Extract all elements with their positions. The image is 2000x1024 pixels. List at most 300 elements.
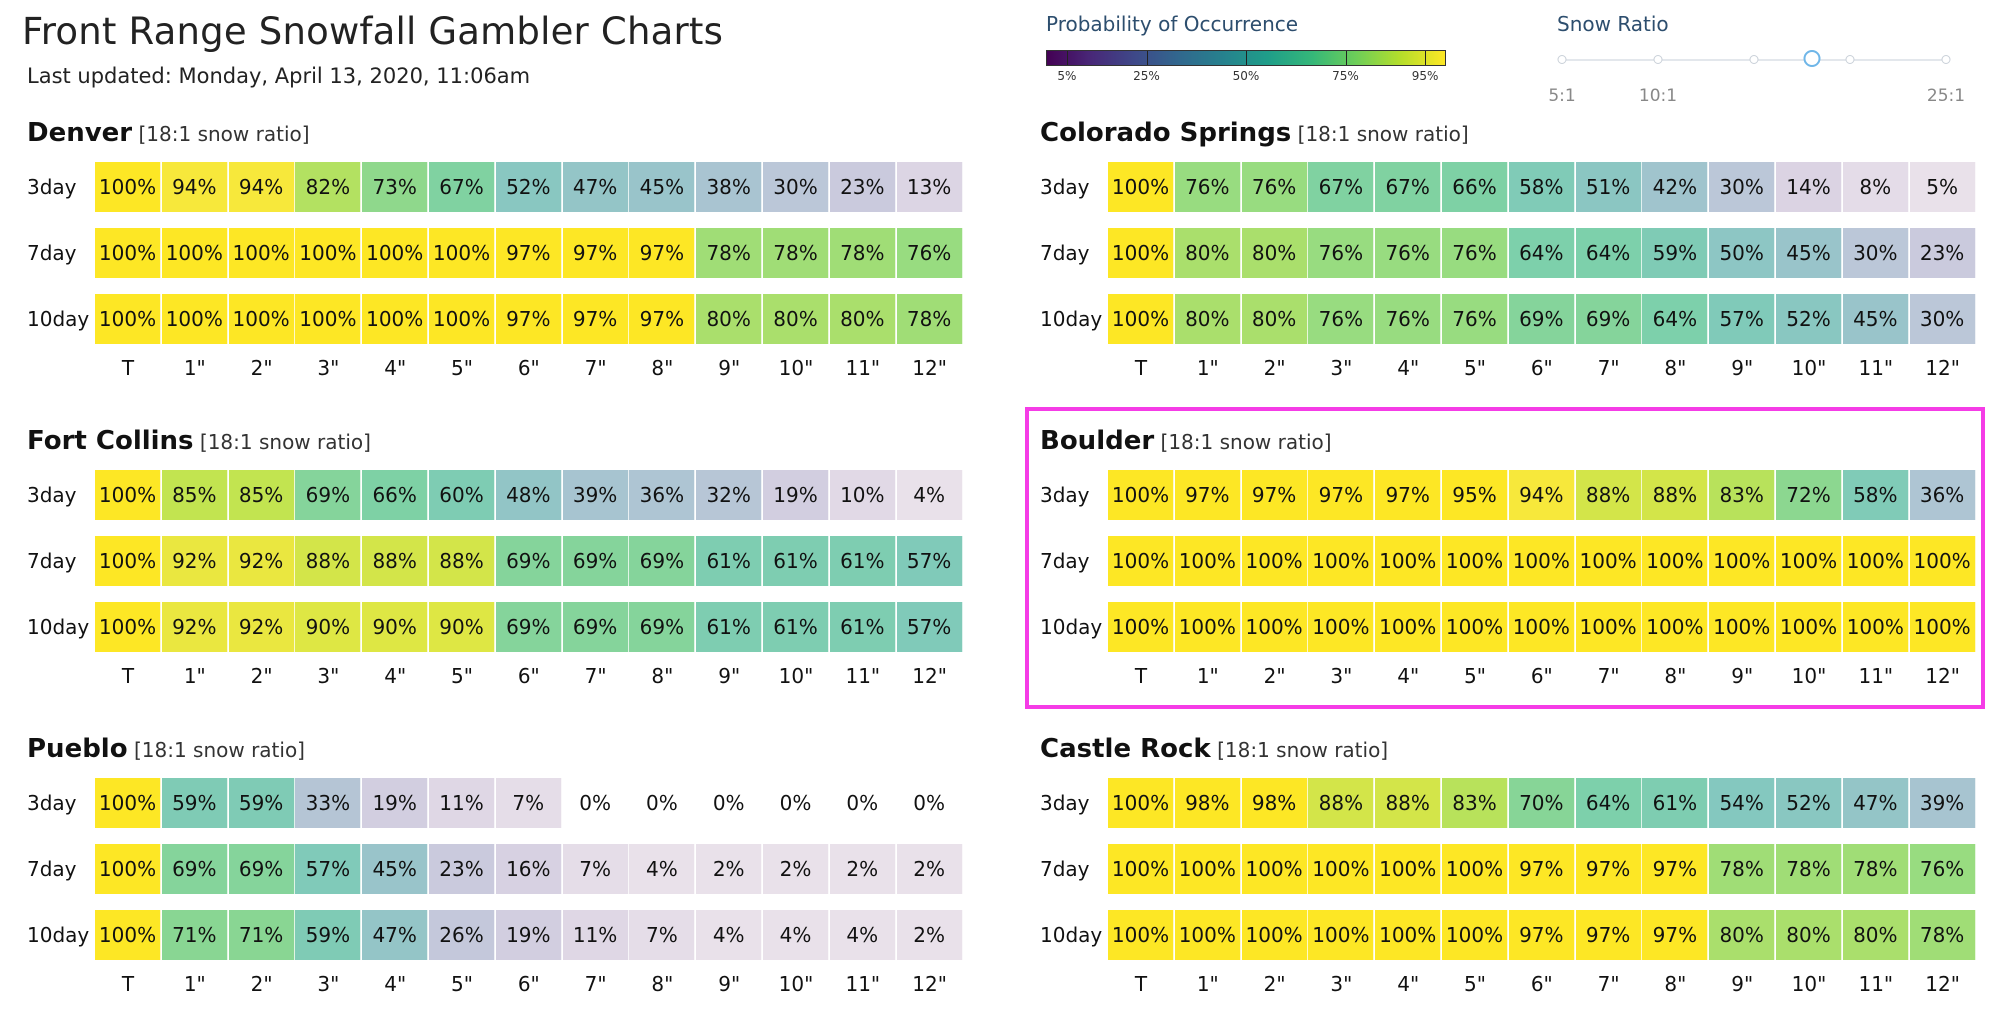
- probability-cell: 100%: [1242, 844, 1308, 894]
- probability-cell: 100%: [95, 602, 161, 652]
- snowfall-amount-label: 11": [845, 664, 881, 688]
- probability-cell: 90%: [362, 602, 428, 652]
- probability-cell: 98%: [1175, 778, 1241, 828]
- probability-cell: 100%: [362, 294, 428, 344]
- snowfall-amount-label: 12": [912, 664, 947, 688]
- probability-cell: 100%: [1108, 536, 1174, 586]
- probability-cell: 100%: [95, 536, 161, 586]
- location-name: Boulder: [1040, 426, 1155, 456]
- probability-cell: 16%: [496, 844, 562, 894]
- snowfall-amount-label: 8": [651, 356, 674, 380]
- probability-cell: 90%: [429, 602, 495, 652]
- probability-cell: 97%: [1308, 470, 1374, 520]
- snowfall-amount-label: T: [121, 356, 135, 380]
- period-label: 10day: [27, 307, 90, 331]
- probability-cell: 90%: [295, 602, 361, 652]
- probability-cell: 72%: [1776, 470, 1842, 520]
- snowfall-amount-label: 11": [845, 356, 881, 380]
- panel-title: [27, 426, 371, 456]
- probability-cell: 100%: [1108, 602, 1174, 652]
- snowfall-amount-label: T: [1134, 356, 1148, 380]
- period-label: 3day: [1040, 175, 1090, 199]
- probability-cell: 100%: [1175, 536, 1241, 586]
- probability-cell: 52%: [1776, 778, 1842, 828]
- probability-cell: 8%: [1843, 162, 1909, 212]
- probability-cell: 57%: [1709, 294, 1775, 344]
- period-label: 3day: [1040, 483, 1090, 507]
- location-name: Castle Rock: [1040, 734, 1211, 764]
- probability-cell: 69%: [162, 844, 228, 894]
- probability-cell: 23%: [1910, 228, 1976, 278]
- probability-cell: 98%: [1242, 778, 1308, 828]
- probability-cell: 61%: [763, 602, 829, 652]
- probability-cell: 100%: [1308, 602, 1374, 652]
- probability-cell: 80%: [696, 294, 762, 344]
- probability-cell: 100%: [1509, 536, 1575, 586]
- probability-cell: 52%: [496, 162, 562, 212]
- probability-cell: 57%: [897, 536, 963, 586]
- location-panel: [22, 118, 952, 408]
- snowfall-amount-label: 11": [1858, 972, 1894, 996]
- probability-cell: 100%: [1308, 844, 1374, 894]
- probability-cell: 66%: [1442, 162, 1508, 212]
- last-updated: Last updated: Monday, April 13, 2020, 11:06am: [27, 64, 531, 88]
- slider-label: 10:1: [1638, 86, 1678, 106]
- probability-cell: 76%: [1375, 294, 1441, 344]
- probability-cell: 70%: [1509, 778, 1575, 828]
- snowfall-amount-label: 10": [778, 356, 814, 380]
- snowfall-amount-label: 1": [183, 972, 206, 996]
- probability-cell: 32%: [696, 470, 762, 520]
- probability-cell: 100%: [1308, 536, 1374, 586]
- probability-cell: 45%: [1776, 228, 1842, 278]
- location-name: Pueblo: [27, 734, 128, 764]
- slider-step[interactable]: [1750, 55, 1759, 64]
- probability-cell: 30%: [763, 162, 829, 212]
- period-label: 3day: [27, 791, 77, 815]
- snowfall-amount-label: 1": [183, 356, 206, 380]
- snowfall-amount-label: 4": [1397, 664, 1420, 688]
- snowfall-amount-label: 8": [651, 972, 674, 996]
- probability-cell: 64%: [1576, 228, 1642, 278]
- probability-cell: 60%: [429, 470, 495, 520]
- probability-cell: 100%: [162, 294, 228, 344]
- probability-cell: 78%: [1709, 844, 1775, 894]
- probability-cell: 67%: [1308, 162, 1374, 212]
- probability-cell: 94%: [229, 162, 295, 212]
- slider-step[interactable]: [1942, 55, 1951, 64]
- snowfall-amount-label: 10": [1791, 972, 1827, 996]
- probability-cell: 7%: [629, 910, 695, 960]
- snowfall-amount-label: 3": [1330, 664, 1353, 688]
- legend-tick-label: 25%: [1133, 69, 1160, 83]
- probability-cell: 69%: [629, 536, 695, 586]
- probability-cell: 59%: [162, 778, 228, 828]
- probability-cell: 38%: [696, 162, 762, 212]
- period-label: 10day: [27, 615, 90, 639]
- probability-cell: 80%: [1175, 294, 1241, 344]
- probability-cell: 100%: [1843, 536, 1909, 586]
- probability-cell: 100%: [1576, 602, 1642, 652]
- snowfall-amount-label: 2": [1263, 664, 1286, 688]
- probability-cell: 76%: [1175, 162, 1241, 212]
- probability-cell: 4%: [629, 844, 695, 894]
- probability-cell: 7%: [496, 778, 562, 828]
- ratio-label: [18:1 snow ratio]: [1210, 738, 1389, 762]
- probability-cell: 0%: [696, 778, 762, 828]
- probability-cell: 100%: [1776, 602, 1842, 652]
- probability-cell: 4%: [830, 910, 896, 960]
- probability-cell: 47%: [563, 162, 629, 212]
- highlight-box: [1025, 407, 1985, 709]
- snowfall-amount-label: 3": [317, 356, 340, 380]
- probability-cell: 100%: [1242, 536, 1308, 586]
- probability-cell: 78%: [763, 228, 829, 278]
- probability-cell: 19%: [496, 910, 562, 960]
- probability-cell: 4%: [763, 910, 829, 960]
- probability-cell: 97%: [563, 228, 629, 278]
- probability-cell: 14%: [1776, 162, 1842, 212]
- snowfall-amount-label: 5": [1464, 664, 1486, 688]
- probability-cell: 5%: [1910, 162, 1976, 212]
- snowfall-amount-label: 9": [718, 972, 741, 996]
- ratio-label: [18:1 snow ratio]: [1154, 430, 1332, 454]
- snowfall-amount-label: 12": [1925, 972, 1960, 996]
- probability-cell: 0%: [830, 778, 896, 828]
- probability-cell: 47%: [362, 910, 428, 960]
- probability-cell: 61%: [1642, 778, 1708, 828]
- probability-cell: 80%: [763, 294, 829, 344]
- probability-cell: 45%: [1843, 294, 1909, 344]
- snowfall-amount-label: 10": [778, 664, 814, 688]
- probability-cell: 45%: [629, 162, 695, 212]
- probability-cell: 100%: [229, 294, 295, 344]
- snowfall-amount-label: 4": [384, 972, 407, 996]
- location-panel: [1035, 118, 1965, 408]
- snowfall-amount-label: 9": [1731, 972, 1754, 996]
- probability-cell: 69%: [496, 602, 562, 652]
- period-label: 7day: [1040, 549, 1090, 573]
- probability-cell: 61%: [763, 536, 829, 586]
- probability-cell: 11%: [429, 778, 495, 828]
- probability-cell: 83%: [1442, 778, 1508, 828]
- probability-cell: 85%: [229, 470, 295, 520]
- probability-cell: 88%: [362, 536, 428, 586]
- snowfall-amount-label: 5": [451, 972, 473, 996]
- probability-cell: 97%: [1509, 910, 1575, 960]
- probability-cell: 100%: [1509, 602, 1575, 652]
- snowfall-amount-label: 9": [1731, 356, 1754, 380]
- probability-cell: 100%: [429, 294, 495, 344]
- probability-cell: 71%: [229, 910, 295, 960]
- probability-cell: 80%: [1242, 294, 1308, 344]
- period-label: 7day: [27, 857, 77, 881]
- legend-title: Probability of Occurrence: [1046, 12, 1299, 36]
- panel-title: [1040, 734, 1388, 764]
- snowfall-amount-label: 3": [317, 664, 340, 688]
- probability-cell: 100%: [162, 228, 228, 278]
- period-label: 3day: [27, 175, 77, 199]
- snowfall-amount-label: 8": [1664, 972, 1687, 996]
- probability-cell: 83%: [1709, 470, 1775, 520]
- slider-step[interactable]: [1654, 55, 1663, 64]
- probability-cell: 11%: [563, 910, 629, 960]
- ratio-label: [18:1 snow ratio]: [127, 738, 305, 762]
- period-label: 10day: [1040, 923, 1103, 947]
- legend-tick-label: 5%: [1057, 69, 1077, 83]
- probability-cell: 23%: [830, 162, 896, 212]
- location-name: Fort Collins: [27, 426, 194, 456]
- probability-cell: 76%: [1242, 162, 1308, 212]
- period-label: 7day: [1040, 241, 1090, 265]
- period-label: 7day: [27, 549, 77, 573]
- probability-cell: 57%: [295, 844, 361, 894]
- snowfall-amount-label: 1": [1196, 972, 1219, 996]
- probability-cell: 71%: [162, 910, 228, 960]
- probability-cell: 100%: [1175, 910, 1241, 960]
- probability-cell: 69%: [629, 602, 695, 652]
- probability-cell: 100%: [95, 294, 161, 344]
- probability-cell: 4%: [897, 470, 963, 520]
- snowfall-amount-label: 11": [1858, 664, 1894, 688]
- snowfall-amount-label: 6": [517, 356, 540, 380]
- snowfall-amount-label: 11": [845, 972, 881, 996]
- probability-cell: 100%: [1175, 844, 1241, 894]
- legend-tick: [1246, 51, 1247, 65]
- probability-legend: [1046, 12, 1446, 83]
- probability-cell: 100%: [295, 294, 361, 344]
- probability-cell: 97%: [1175, 470, 1241, 520]
- probability-cell: 76%: [1442, 294, 1508, 344]
- legend-tick-label: 95%: [1411, 69, 1439, 83]
- ratio-label: [18:1 snow ratio]: [1291, 122, 1469, 146]
- ratio-label: [18:1 snow ratio]: [132, 122, 310, 146]
- probability-cell: 100%: [1442, 602, 1508, 652]
- probability-cell: 0%: [763, 778, 829, 828]
- snowfall-amount-label: 3": [1330, 972, 1353, 996]
- probability-cell: 92%: [229, 602, 295, 652]
- legend-tick-label: 50%: [1232, 69, 1260, 83]
- legend-tick: [1067, 51, 1068, 65]
- probability-cell: 97%: [1375, 470, 1441, 520]
- probability-cell: 97%: [629, 228, 695, 278]
- snowfall-amount-label: 8": [651, 664, 674, 688]
- probability-cell: 33%: [295, 778, 361, 828]
- probability-cell: 88%: [1308, 778, 1374, 828]
- probability-cell: 97%: [629, 294, 695, 344]
- location-panel: [22, 426, 952, 716]
- probability-cell: 82%: [295, 162, 361, 212]
- snowfall-amount-label: 7": [1597, 972, 1620, 996]
- probability-cell: 97%: [1576, 844, 1642, 894]
- snowfall-amount-label: 9": [718, 356, 741, 380]
- probability-cell: 64%: [1576, 778, 1642, 828]
- probability-cell: 51%: [1576, 162, 1642, 212]
- legend-tick: [1425, 51, 1426, 65]
- snowfall-amount-label: 8": [1664, 356, 1687, 380]
- probability-cell: 97%: [496, 294, 562, 344]
- snowfall-amount-label: 12": [1925, 356, 1960, 380]
- snowfall-amount-label: 3": [317, 972, 340, 996]
- location-name: Colorado Springs: [1040, 118, 1292, 148]
- probability-cell: 100%: [1375, 910, 1441, 960]
- snowfall-amount-label: T: [1134, 972, 1148, 996]
- period-label: 10day: [1040, 615, 1103, 639]
- probability-cell: 100%: [362, 228, 428, 278]
- slider-label: 5:1: [1548, 86, 1576, 106]
- snowfall-amount-label: 6": [517, 664, 540, 688]
- snowfall-amount-label: 6": [517, 972, 540, 996]
- probability-cell: 78%: [1843, 844, 1909, 894]
- probability-cell: 2%: [763, 844, 829, 894]
- legend-tick: [1147, 51, 1148, 65]
- slider-title: Snow Ratio: [1557, 12, 1669, 36]
- probability-cell: 7%: [563, 844, 629, 894]
- probability-cell: 30%: [1709, 162, 1775, 212]
- probability-cell: 78%: [830, 228, 896, 278]
- period-label: 10day: [27, 923, 90, 947]
- snowfall-amount-label: 6": [1530, 356, 1553, 380]
- probability-cell: 88%: [295, 536, 361, 586]
- snowfall-amount-label: 1": [1196, 356, 1219, 380]
- probability-cell: 100%: [1709, 536, 1775, 586]
- probability-cell: 19%: [763, 470, 829, 520]
- probability-cell: 69%: [496, 536, 562, 586]
- probability-cell: 80%: [830, 294, 896, 344]
- slider-handle[interactable]: [1803, 50, 1820, 67]
- snowfall-amount-label: 2": [1263, 972, 1286, 996]
- snowfall-amount-label: T: [1134, 664, 1148, 688]
- snowfall-amount-label: 5": [451, 356, 473, 380]
- probability-cell: 78%: [1910, 910, 1976, 960]
- period-label: 3day: [27, 483, 77, 507]
- probability-cell: 97%: [1509, 844, 1575, 894]
- probability-cell: 0%: [629, 778, 695, 828]
- legend-color-bar: [1046, 50, 1446, 83]
- probability-cell: 100%: [95, 778, 161, 828]
- probability-cell: 100%: [1175, 602, 1241, 652]
- slider-step[interactable]: [1846, 55, 1855, 64]
- snowfall-amount-label: 10": [1791, 356, 1827, 380]
- snowfall-amount-label: 4": [384, 664, 407, 688]
- snowfall-amount-label: 4": [1397, 356, 1420, 380]
- probability-cell: 94%: [162, 162, 228, 212]
- probability-cell: 2%: [897, 910, 963, 960]
- snowfall-amount-label: T: [121, 972, 135, 996]
- snowfall-amount-label: 12": [912, 356, 947, 380]
- probability-cell: 85%: [162, 470, 228, 520]
- probability-cell: 100%: [1108, 294, 1174, 344]
- slider-step[interactable]: [1558, 55, 1567, 64]
- snowfall-amount-label: 7": [1597, 356, 1620, 380]
- probability-cell: 69%: [563, 536, 629, 586]
- probability-cell: 76%: [1375, 228, 1441, 278]
- probability-cell: 69%: [563, 602, 629, 652]
- panel-title: [27, 118, 310, 148]
- probability-cell: 10%: [830, 470, 896, 520]
- probability-cell: 100%: [1108, 162, 1174, 212]
- panel-title: [27, 734, 305, 764]
- probability-cell: 100%: [1375, 844, 1441, 894]
- probability-cell: 39%: [563, 470, 629, 520]
- snowfall-amount-label: 3": [1330, 356, 1353, 380]
- snowfall-amount-label: 4": [384, 356, 407, 380]
- probability-cell: 80%: [1242, 228, 1308, 278]
- legend-tick: [1346, 51, 1347, 65]
- probability-cell: 76%: [1308, 294, 1374, 344]
- probability-cell: 100%: [1108, 470, 1174, 520]
- probability-cell: 100%: [95, 844, 161, 894]
- probability-cell: 100%: [1576, 536, 1642, 586]
- snowfall-amount-label: 11": [1858, 356, 1894, 380]
- probability-cell: 97%: [563, 294, 629, 344]
- panel-title: [1040, 118, 1469, 148]
- snowfall-amount-label: 7": [584, 664, 607, 688]
- probability-cell: 100%: [1642, 536, 1708, 586]
- probability-cell: 100%: [1442, 844, 1508, 894]
- probability-cell: 19%: [362, 778, 428, 828]
- probability-cell: 36%: [1910, 470, 1976, 520]
- probability-cell: 100%: [429, 228, 495, 278]
- snowfall-amount-label: 2": [250, 972, 273, 996]
- period-label: 3day: [1040, 791, 1090, 815]
- probability-cell: 50%: [1709, 228, 1775, 278]
- probability-cell: 100%: [295, 228, 361, 278]
- location-name: Denver: [27, 118, 133, 148]
- probability-cell: 42%: [1642, 162, 1708, 212]
- probability-cell: 100%: [95, 228, 161, 278]
- probability-cell: 67%: [1375, 162, 1441, 212]
- probability-cell: 73%: [362, 162, 428, 212]
- location-panel: [22, 734, 947, 1024]
- probability-cell: 80%: [1843, 910, 1909, 960]
- probability-cell: 61%: [830, 536, 896, 586]
- probability-cell: 23%: [429, 844, 495, 894]
- probability-cell: 100%: [1108, 910, 1174, 960]
- probability-cell: 80%: [1709, 910, 1775, 960]
- probability-cell: 100%: [1910, 602, 1976, 652]
- snowfall-amount-label: 9": [1731, 664, 1754, 688]
- probability-cell: 0%: [897, 778, 963, 828]
- probability-cell: 100%: [1843, 602, 1909, 652]
- probability-cell: 88%: [429, 536, 495, 586]
- probability-cell: 59%: [229, 778, 295, 828]
- probability-cell: 80%: [1776, 910, 1842, 960]
- probability-cell: 78%: [897, 294, 963, 344]
- probability-cell: 92%: [162, 602, 228, 652]
- probability-cell: 69%: [1509, 294, 1575, 344]
- probability-cell: 76%: [1910, 844, 1976, 894]
- probability-cell: 30%: [1910, 294, 1976, 344]
- probability-cell: 2%: [897, 844, 963, 894]
- probability-cell: 100%: [1776, 536, 1842, 586]
- probability-cell: 94%: [1509, 470, 1575, 520]
- probability-cell: 48%: [496, 470, 562, 520]
- probability-cell: 100%: [95, 910, 161, 960]
- probability-cell: 30%: [1843, 228, 1909, 278]
- probability-cell: 45%: [362, 844, 428, 894]
- snow-ratio-slider[interactable]: [1548, 12, 1977, 106]
- probability-cell: 69%: [295, 470, 361, 520]
- probability-cell: 76%: [1308, 228, 1374, 278]
- snowfall-amount-label: 5": [1464, 972, 1486, 996]
- probability-cell: 97%: [1642, 844, 1708, 894]
- probability-cell: 64%: [1509, 228, 1575, 278]
- probability-cell: 97%: [496, 228, 562, 278]
- probability-cell: 100%: [1642, 602, 1708, 652]
- probability-cell: 92%: [229, 536, 295, 586]
- snowfall-amount-label: 2": [1263, 356, 1286, 380]
